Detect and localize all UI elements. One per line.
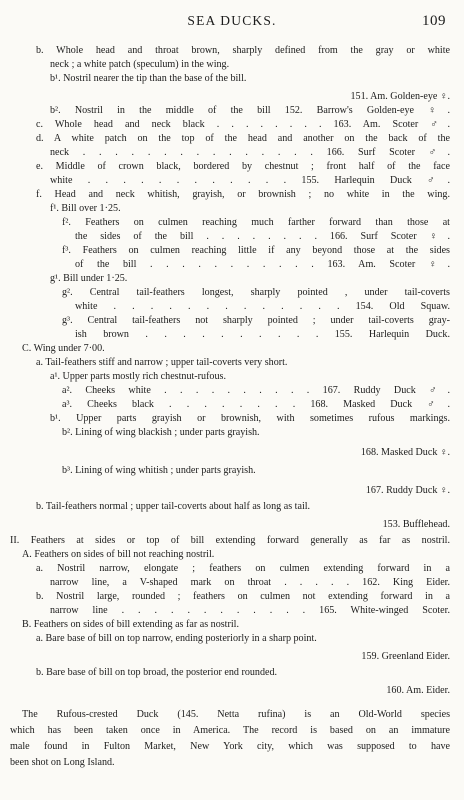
text-line: b. Whole head and throat brown, sharply defined from the gray or white: [36, 45, 450, 56]
text-line: a¹. Upper parts mostly rich chestnut-rufous.: [50, 371, 226, 382]
text-line: c. Whole head and neck black . . . . . . . . 163. Am. Scoter ♂.: [36, 119, 450, 130]
text-line: f³. Feathers on culmen reaching little if any beyond those at the sides: [62, 245, 450, 256]
text-line: g². Central tail-feathers longest, sharply pointed , under tail-coverts: [62, 287, 450, 298]
text-line: 153. Bufflehead.: [382, 519, 450, 530]
text-line: a. Nostril narrow, elongate ; feathers on culmen extending forward in a: [36, 563, 450, 574]
text-line: A. Feathers on sides of bill not reaching nostril.: [22, 549, 215, 560]
text-line: 151. Am. Golden-eye ♀.: [350, 91, 450, 102]
text-line: f. Head and neck whitish, grayish, or brownish ; no white in the wing.: [36, 189, 450, 200]
text-line: a. Tail-feathers stiff and narrow ; upper tail-coverts very short.: [36, 357, 288, 368]
text-line: b². Lining of wing blackish ; under parts grayish.: [62, 427, 260, 438]
text-line: e. Middle of crown black, bordered by chestnut ; front half of the face: [36, 161, 450, 172]
text-line: ish brown . . . . . . . . . . 155. Harlequin Duck.: [75, 329, 450, 340]
text-line: b. Nostril large, rounded ; feathers on culmen not extending forward in a: [36, 591, 450, 602]
text-line: 160. Am. Eider.: [386, 685, 450, 696]
text-line: b. Bare base of bill on top broad, the posterior end rounded.: [36, 667, 278, 678]
text-line: d. A white patch on the top of the head and another on the back of the: [36, 133, 450, 144]
text-line: of the bill . . . . . . . . . . . 163. Am. Scoter ♀.: [75, 259, 450, 270]
text-line: The Rufous-crested Duck (145. Netta rufina) is an Old-World species: [22, 709, 450, 720]
text-line: f¹. Bill over 1·25.: [50, 203, 121, 214]
text-line: white . . . . . . . . . . . . . 154. Old Squaw.: [75, 301, 450, 312]
text-line: II. Feathers at sides or top of bill extending forward generally as far as nostril.: [10, 535, 450, 546]
text-line: a³. Cheeks black . . . . . . . . 168. Masked Duck ♂.: [62, 399, 450, 410]
text-line: b¹. Upper parts grayish or brownish, with sometimes rufous markings.: [50, 413, 450, 424]
running-title: SEA DUCKS.: [187, 13, 277, 28]
text-line: f². Feathers on culmen reaching much farther forward than those at: [62, 217, 450, 228]
text-line: been shot on Long Island.: [10, 757, 115, 768]
text-line: neck ; a white patch (speculum) in the wing.: [50, 59, 230, 70]
text-line: narrow line, a V-shaped mark on throat . . . . . 162. King Eider.: [50, 577, 450, 588]
text-line: white . . . . . . . . . . . . 155. Harlequin Duck ♂.: [50, 175, 450, 186]
text-line: which has been taken once in America. The record is based on an immature: [10, 725, 450, 736]
text-line: a². Cheeks white . . . . . . . . . . 167. Ruddy Duck ♂.: [62, 385, 450, 396]
text-line: male found in Fulton Market, New York city, which was supposed to have: [10, 741, 450, 752]
text-line: a. Bare base of bill on top narrow, ending posteriorly in a sharp point.: [36, 633, 317, 644]
text-line: g¹. Bill under 1·25.: [50, 273, 128, 284]
text-line: b³. Lining of wing whitish ; under parts grayish.: [62, 465, 256, 476]
text-line: neck . . . . . . . . . . . . . . . 166. Surf Scoter ♂.: [50, 147, 450, 158]
text-line: b¹. Nostril nearer the tip than the base of the bill.: [50, 73, 247, 84]
text-line: the sides of the bill . . . . . . . . 166. Surf Scoter ♀.: [75, 231, 450, 242]
text-line: B. Feathers on sides of bill extending as far as nostril.: [22, 619, 239, 630]
text-line: g³. Central tail-feathers not sharply pointed ; under tail-coverts gray-: [62, 315, 450, 326]
text-line: 159. Greenland Eider.: [361, 651, 450, 662]
page-number: 109: [422, 13, 446, 29]
text-line: 167. Ruddy Duck ♀.: [365, 485, 450, 496]
running-header: [0, 13, 464, 33]
text-line: b². Nostril in the middle of the bill 152. Barrow's Golden-eye ♀.: [50, 105, 450, 116]
text-line: narrow line . . . . . . . . . . . . 165. White-winged Scoter.: [50, 605, 450, 616]
text-line: 168. Masked Duck ♀.: [360, 447, 450, 458]
text-line: b. Tail-feathers normal ; upper tail-coverts about half as long as tail.: [36, 501, 311, 512]
text-line: C. Wing under 7·00.: [22, 343, 105, 354]
